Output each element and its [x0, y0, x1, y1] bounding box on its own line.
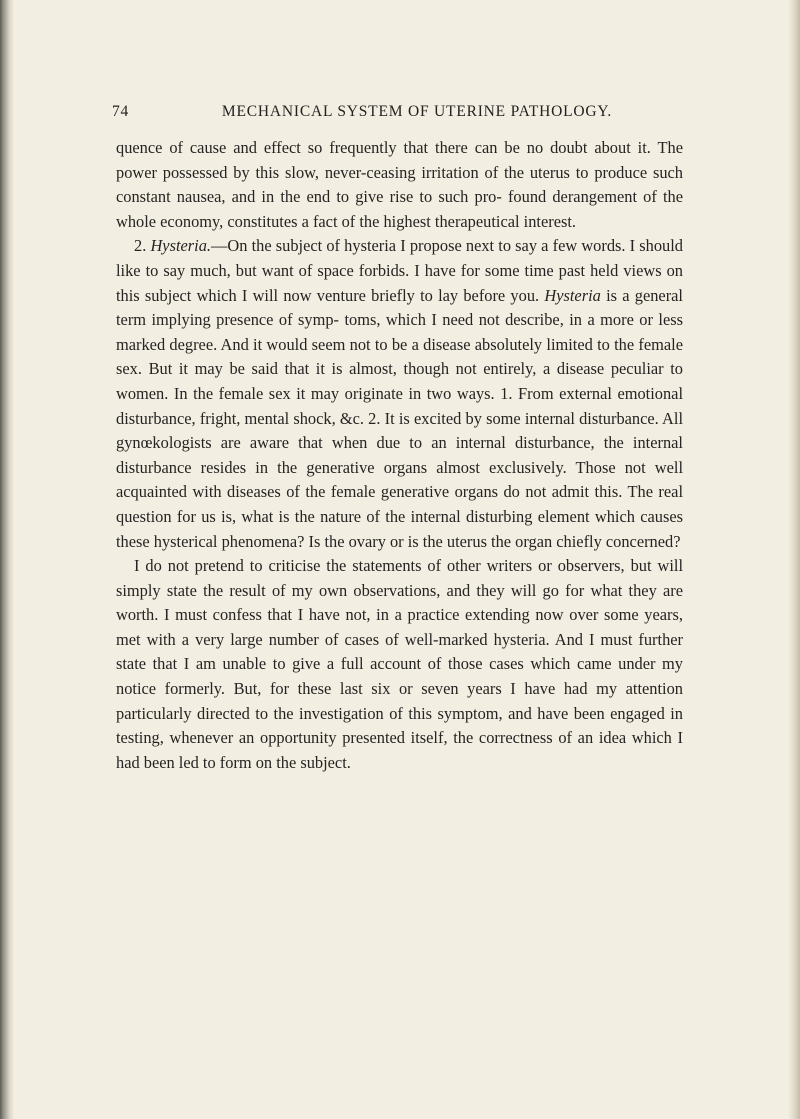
body-text — [116, 136, 683, 775]
section-number: 2. — [134, 236, 147, 256]
paragraph-2-text-a: On the subject of hysteria I propose next to say a few words. I should like to say much, but want of space forbids. I have for some time past held views on this subject which I will now venture briefly to lay before you. — [116, 236, 683, 305]
running-title: MECHANICAL SYSTEM OF UTERINE PATHOLOGY. — [221, 103, 613, 120]
paragraph-3: I do not pretend to criticise the statements of other writers or observers, but will simply state the result of my own observations, and they will go for what they are worth. I must confess that I have not, in a practice extending now over some years, met with a very large number of cases of well-marked hysteria. And I must further state that I am unable to give a full account of those cases which came under my notice formerly. But, for these last six or seven years I have had my attention particularly directed to the investigation of this symptom, and have been engaged in testing, whenever an opportunity presented itself, the correctness of an idea which I had been led to form on the subject. — [116, 556, 683, 772]
section-heading: Hysteria. — [150, 236, 212, 256]
italic-term: Hysteria — [544, 285, 601, 305]
paragraph-2 — [116, 234, 683, 554]
page-header — [112, 101, 682, 125]
page-edge-shadow — [788, 0, 800, 1119]
paragraph-2-text-b: is a general term implying presence of symp- toms, which I need not describe, in a more or less marked degree. And it would seem not to be a disease absolutely limited to the female sex. But it may be said that it is almost, though not entirely, a disease peculiar to women. In the female sex it may originate in two ways. 1. From external emotional disturbance, fright, mental shock, &c. 2. It is excited by some internal disturbance. All gynœkologists are aware that when due to an internal disturbance, the internal disturbance resides in the generative organs almost exclusively. Those not well acquainted with diseases of the female generative organs do not admit this. The real question for us is, what is the nature of the internal disturbing element which causes these hysterical phenomena? Is the ovary or is the uterus the organ chiefly concerned? — [116, 285, 683, 551]
paragraph-1: quence of cause and effect so frequently that there can be no doubt about it. The power possessed by this slow, never-ceasing irritation of the uterus to produce such constant nausea, and in the end to give rise to such pro- found derangement of the whole economy, constitutes a fact of the highest therapeutical interest. — [116, 138, 683, 231]
page-number: 74 — [112, 103, 130, 120]
heading-dash: — — [211, 236, 228, 256]
binding-shadow — [0, 0, 14, 1119]
